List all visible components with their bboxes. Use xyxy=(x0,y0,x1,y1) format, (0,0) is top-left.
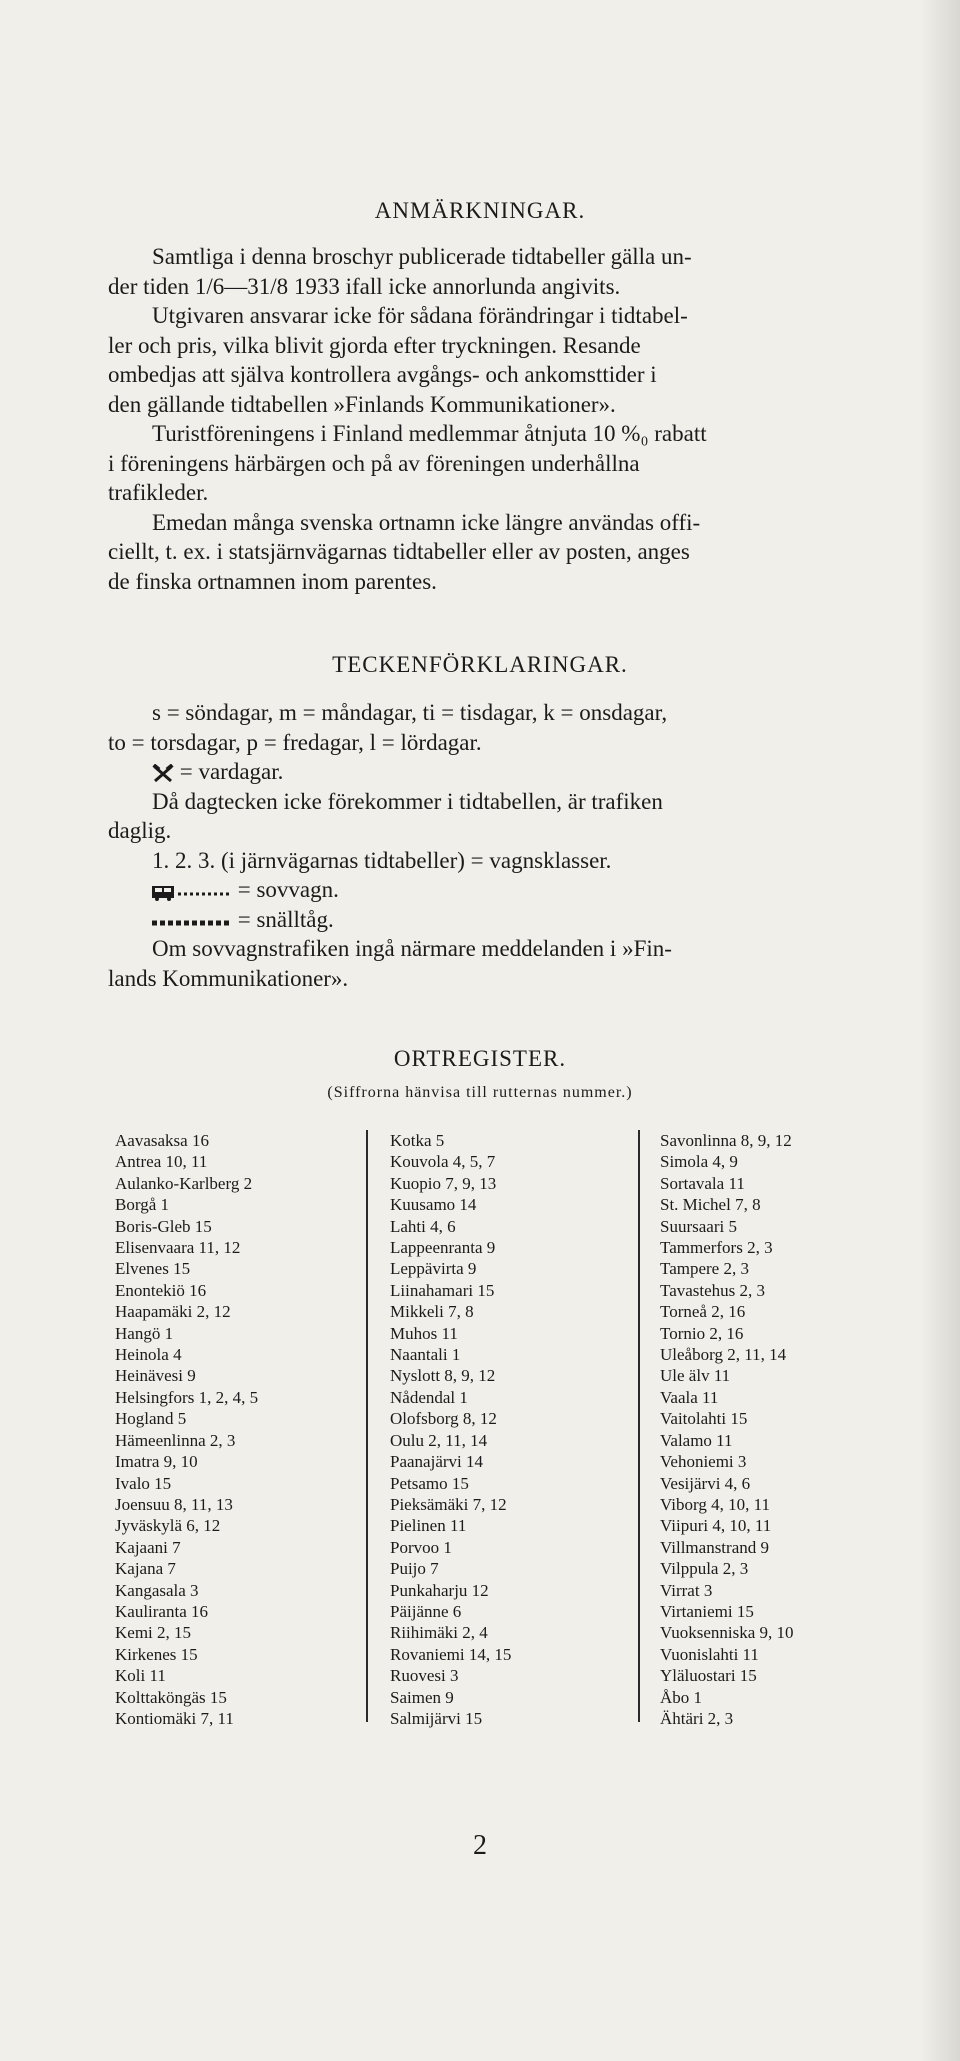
register-entry: Leppävirta 9 xyxy=(390,1259,477,1279)
sovvagn-line xyxy=(108,875,912,905)
column-divider xyxy=(366,1130,368,1722)
register-entry: Liinahamari 15 xyxy=(390,1280,495,1300)
text-line: s = söndagar, m = måndagar, ti = tisdagar, k = onsdagar, xyxy=(152,700,668,725)
snalltag-text: = snälltåg. xyxy=(237,906,334,932)
register-entry: St. Michel 7, 8 xyxy=(660,1195,761,1215)
register-entry: Torneå 2, 16 xyxy=(660,1302,746,1322)
register-entry: Villmanstrand 9 xyxy=(660,1537,769,1557)
text-line: Samtliga i denna broschyr publicerade tidtabeller gälla un- xyxy=(152,244,692,269)
text-line: Emedan många svenska ortnamn icke längre användas offi- xyxy=(152,509,701,535)
register-entry: Vehoniemi 3 xyxy=(660,1452,747,1472)
text-line: 1. 2. 3. (i järnvägarnas tidtabeller) = vagnsklasser. xyxy=(152,847,612,873)
register-entry: Hämeenlinna 2, 3 xyxy=(115,1430,236,1450)
column-divider xyxy=(638,1130,640,1722)
register-entry: Jyväskylä 6, 12 xyxy=(115,1516,221,1536)
text-line: den gällande tidtabellen »Finlands Kommunikationer». xyxy=(108,391,616,417)
register-entry: Kuusamo 14 xyxy=(390,1195,477,1215)
register-entry: Salmijärvi 15 xyxy=(390,1708,483,1728)
crossed-hammers-icon xyxy=(152,764,174,784)
register-entry: Lahti 4, 6 xyxy=(390,1216,456,1236)
text-line: daglig. xyxy=(108,818,172,843)
teckenforklaringar-heading: TECKENFÖRKLARINGAR. xyxy=(332,652,628,677)
register-entry: Virtaniemi 15 xyxy=(660,1601,754,1621)
register-entry: Simola 4, 9 xyxy=(660,1152,738,1172)
register-entry: Viipuri 4, 10, 11 xyxy=(660,1516,772,1536)
register-entry: Nyslott 8, 9, 12 xyxy=(390,1366,496,1386)
register-entry: Kotka 5 xyxy=(390,1131,445,1150)
register-entry: Elisenvaara 11, 12 xyxy=(115,1238,241,1258)
register-entry: Kolttaköngäs 15 xyxy=(115,1687,227,1707)
express-train-dots-icon xyxy=(152,911,232,931)
vardagar-text: = vardagar. xyxy=(179,759,284,784)
text-line: Om sovvagnstrafiken ingå närmare meddelanden i »Fin- xyxy=(152,936,672,961)
text-line: to = torsdagar, p = fredagar, l = lördagar. xyxy=(108,729,482,755)
ortregister-heading: ORTREGISTER. xyxy=(393,1046,567,1071)
register-entry: Nådendal 1 xyxy=(390,1387,468,1407)
register-entry: Vesijärvi 4, 6 xyxy=(660,1473,751,1493)
register-entry: Vaitolahti 15 xyxy=(660,1409,748,1429)
text-line: de finska ortnamnen inom parentes. xyxy=(108,568,437,594)
register-entry: Heinävesi 9 xyxy=(115,1366,196,1386)
sovvagn-text: = sovvagn. xyxy=(237,877,339,902)
register-entry: Ule älv 11 xyxy=(660,1366,731,1386)
register-entry: Kangasala 3 xyxy=(115,1580,199,1600)
register-entry: Muhos 11 xyxy=(390,1323,458,1343)
register-entry: Päijänne 6 xyxy=(390,1601,462,1621)
register-entry: Riihimäki 2, 4 xyxy=(390,1623,488,1643)
ortregister-column-2 xyxy=(390,1130,511,1729)
register-entry: Hangö 1 xyxy=(115,1323,174,1343)
register-entry: Suursaari 5 xyxy=(660,1216,737,1236)
register-entry: Pieksämäki 7, 12 xyxy=(390,1494,507,1514)
register-entry: Uleåborg 2, 11, 14 xyxy=(660,1345,787,1365)
ortregister-column-3 xyxy=(660,1130,794,1729)
register-entry: Paanajärvi 14 xyxy=(390,1452,483,1472)
text-line: ombedjas att själva kontrollera avgångs- och ankomsttider i xyxy=(108,362,657,387)
register-entry: Punkaharju 12 xyxy=(390,1580,489,1600)
register-entry: Petsamo 15 xyxy=(390,1473,469,1493)
register-entry: Kauliranta 16 xyxy=(115,1601,208,1621)
register-entry: Boris-Gleb 15 xyxy=(115,1216,212,1236)
register-entry: Mikkeli 7, 8 xyxy=(390,1302,474,1322)
register-entry: Vilppula 2, 3 xyxy=(660,1559,749,1579)
register-entry: Vuonislahti 11 xyxy=(660,1644,759,1664)
text-line: Utgivaren ansvarar icke för sådana förändringar i tidtabel- xyxy=(152,303,688,328)
teckenforklaringar-text xyxy=(108,698,912,993)
register-entry: Kajaani 7 xyxy=(115,1537,181,1557)
register-entry: Vaala 11 xyxy=(660,1387,719,1407)
register-entry: Olofsborg 8, 12 xyxy=(390,1409,497,1429)
register-entry: Kajana 7 xyxy=(115,1559,176,1579)
register-entry: Kouvola 4, 5, 7 xyxy=(390,1152,496,1172)
register-entry: Tampere 2, 3 xyxy=(660,1259,749,1279)
register-entry: Rovaniemi 14, 15 xyxy=(390,1644,512,1664)
anmarkningar-heading: ANMÄRKNINGAR. xyxy=(374,198,586,223)
register-entry: Tornio 2, 16 xyxy=(660,1323,744,1343)
register-entry: Enontekiö 16 xyxy=(115,1280,207,1300)
register-entry: Vuoksenniska 9, 10 xyxy=(660,1623,794,1643)
register-entry: Antrea 10, 11 xyxy=(115,1152,208,1172)
register-entry: Tavastehus 2, 3 xyxy=(660,1280,766,1300)
register-entry: Kontiomäki 7, 11 xyxy=(115,1708,234,1728)
text-line: Då dagtecken icke förekommer i tidtabellen, är trafiken xyxy=(152,788,663,814)
text-line: i föreningens härbärgen och på av föreningen underhållna xyxy=(108,450,640,476)
register-entry: Elvenes 15 xyxy=(115,1259,191,1279)
register-entry: Imatra 9, 10 xyxy=(115,1452,198,1472)
text-line: ler och pris, vilka blivit gjorda efter tryckningen. Resande xyxy=(108,332,641,358)
register-entry: Puijo 7 xyxy=(390,1559,439,1579)
register-entry: Viborg 4, 10, 11 xyxy=(660,1494,770,1514)
register-entry: Borgå 1 xyxy=(115,1195,169,1215)
register-entry: Kirkenes 15 xyxy=(115,1644,198,1664)
register-entry: Ruovesi 3 xyxy=(390,1666,459,1686)
register-entry: Ivalo 15 xyxy=(115,1473,172,1493)
register-entry: Helsingfors 1, 2, 4, 5 xyxy=(115,1387,259,1407)
register-entry: Oulu 2, 11, 14 xyxy=(390,1430,488,1450)
snalltag-line xyxy=(108,905,912,935)
register-entry: Saimen 9 xyxy=(390,1687,454,1707)
register-entry: Virrat 3 xyxy=(660,1580,713,1600)
register-entry: Kuopio 7, 9, 13 xyxy=(390,1173,497,1193)
register-entry: Aavasaksa 16 xyxy=(115,1131,209,1150)
register-entry: Joensuu 8, 11, 13 xyxy=(115,1494,233,1514)
register-entry: Sortavala 11 xyxy=(660,1173,745,1193)
register-entry: Naantali 1 xyxy=(390,1345,461,1365)
register-entry: Savonlinna 8, 9, 12 xyxy=(660,1131,792,1150)
text-line: trafikleder. xyxy=(108,480,209,505)
register-entry: Haapamäki 2, 12 xyxy=(115,1302,231,1322)
register-entry: Valamo 11 xyxy=(660,1430,733,1450)
anmarkningar-text xyxy=(108,242,912,596)
register-entry: Yläluostari 15 xyxy=(660,1666,757,1686)
register-entry: Pielinen 11 xyxy=(390,1516,467,1536)
page-number: 2 xyxy=(473,1830,487,1861)
register-entry: Porvoo 1 xyxy=(390,1537,452,1557)
register-entry: Tammerfors 2, 3 xyxy=(660,1238,773,1258)
sleeping-car-icon xyxy=(152,882,232,902)
text-line: ciellt, t. ex. i statsjärnvägarnas tidtabeller eller av posten, anges xyxy=(108,539,690,564)
register-entry: Lappeenranta 9 xyxy=(390,1238,496,1258)
register-entry: Aulanko-Karlberg 2 xyxy=(115,1173,253,1193)
page-edge-shadow xyxy=(920,0,960,2061)
register-entry: Ähtäri 2, 3 xyxy=(660,1708,734,1728)
text-line: lands Kommunikationer». xyxy=(108,965,349,991)
register-entry: Koli 11 xyxy=(115,1666,166,1686)
ortregister-subtitle: (Siffrorna hänvisa till rutternas nummer.) xyxy=(327,1084,633,1101)
vardagar-line xyxy=(108,757,912,787)
register-entry: Åbo 1 xyxy=(660,1687,703,1707)
text-line: Turistföreningens i Finland medlemmar åtnjuta 10 %₀ rabatt xyxy=(152,421,707,446)
register-entry: Hogland 5 xyxy=(115,1409,187,1429)
register-entry: Kemi 2, 15 xyxy=(115,1623,192,1643)
text-line: der tiden 1/6—31/8 1933 ifall icke annorlunda angivits. xyxy=(108,273,621,299)
ortregister-column-1 xyxy=(115,1130,258,1729)
register-entry: Heinola 4 xyxy=(115,1345,182,1365)
